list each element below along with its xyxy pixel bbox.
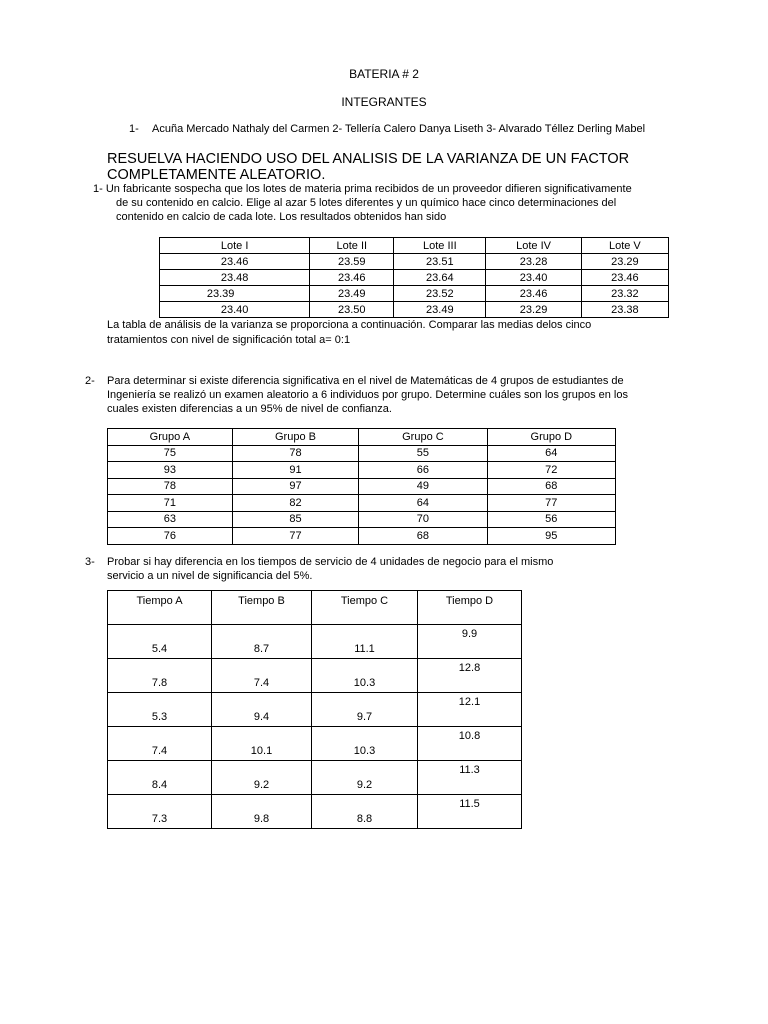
- table-cell: 68: [487, 478, 615, 495]
- table-cell: 8.8: [312, 795, 418, 829]
- table-cell: 23.28: [486, 254, 581, 270]
- problem2-line-3: cuales existen diferencias a un 95% de nivel de confianza.: [107, 403, 392, 415]
- table-cell: 64: [487, 445, 615, 462]
- column-header: Lote V: [581, 238, 668, 254]
- column-header: Grupo D: [487, 429, 615, 446]
- members-number: 1-: [129, 123, 139, 135]
- table-cell: 7.4: [108, 727, 212, 761]
- table-cell: 55: [359, 445, 487, 462]
- table-header-row: [160, 238, 669, 254]
- table-cell: 78: [108, 478, 233, 495]
- column-header: Tiempo A: [108, 591, 212, 625]
- table-cell: 23.38: [581, 302, 668, 318]
- table-cell: 7.4: [212, 659, 312, 693]
- column-header: Lote IV: [486, 238, 581, 254]
- table-cell: 23.32: [581, 286, 668, 302]
- table-cell: 23.29: [486, 302, 581, 318]
- table-cell: 23.50: [310, 302, 394, 318]
- table-cell: 23.48: [160, 270, 310, 286]
- problem2-number: 2-: [85, 375, 95, 387]
- table-header-row: [108, 429, 616, 446]
- table-cell: 23.39: [160, 286, 310, 302]
- table-cell: 23.46: [581, 270, 668, 286]
- table-row: [108, 528, 616, 545]
- table-cell: 23.40: [486, 270, 581, 286]
- table-cell: 11.3: [418, 761, 522, 795]
- problem1-after-line-2: tratamientos con nivel de significación total a= 0:1: [107, 334, 351, 346]
- table-cell: 97: [232, 478, 359, 495]
- problem1-after-line-1: La tabla de análisis de la varianza se proporciona a continuación. Comparar las medias delos cinco: [107, 319, 592, 331]
- table-row: [108, 795, 522, 829]
- table-cell: 49: [359, 478, 487, 495]
- table-cell: 56: [487, 511, 615, 528]
- column-header: Lote II: [310, 238, 394, 254]
- table-cell: 9.4: [212, 693, 312, 727]
- table-cell: 66: [359, 462, 487, 479]
- service-times-table: [107, 590, 522, 829]
- table-row: [108, 625, 522, 659]
- table-cell: 91: [232, 462, 359, 479]
- table-cell: 95: [487, 528, 615, 545]
- table-cell: 23.59: [310, 254, 394, 270]
- table-cell: 8.4: [108, 761, 212, 795]
- problem3-number: 3-: [85, 556, 95, 568]
- instructions-line-1: RESUELVA HACIENDO USO DEL ANALISIS DE LA VARIANZA DE UN FACTOR: [107, 151, 630, 167]
- problem3-line-1: Probar si hay diferencia en los tiempos de servicio de 4 unidades de negocio para el mismo: [107, 556, 554, 568]
- table-row: [108, 445, 616, 462]
- table-cell: 12.1: [418, 693, 522, 727]
- table-cell: 9.7: [312, 693, 418, 727]
- table-cell: 72: [487, 462, 615, 479]
- problem3-line-2: servicio a un nivel de significancia del 5%.: [107, 570, 313, 582]
- table-cell: 23.52: [394, 286, 486, 302]
- table-cell: 7.3: [108, 795, 212, 829]
- calcium-lots-table: [159, 237, 669, 318]
- table-cell: 77: [487, 495, 615, 512]
- table-header-row: [108, 591, 522, 625]
- table-row: [108, 659, 522, 693]
- table-cell: 9.2: [212, 761, 312, 795]
- table-row: [108, 727, 522, 761]
- members-list: Acuña Mercado Nathaly del Carmen 2- Tellería Calero Danya Liseth 3- Alvarado Téllez Derling Mabel: [152, 123, 646, 135]
- column-header: Lote III: [394, 238, 486, 254]
- column-header: Grupo C: [359, 429, 487, 446]
- table-row: [160, 254, 669, 270]
- table-cell: 9.8: [212, 795, 312, 829]
- table-cell: 70: [359, 511, 487, 528]
- table-row: [108, 478, 616, 495]
- table-cell: 10.1: [212, 727, 312, 761]
- math-groups-table: [107, 428, 616, 545]
- table-cell: 9.2: [312, 761, 418, 795]
- table-cell: 23.49: [394, 302, 486, 318]
- table-cell: 10.3: [312, 727, 418, 761]
- table-row: [108, 761, 522, 795]
- table-cell: 64: [359, 495, 487, 512]
- table-cell: 82: [232, 495, 359, 512]
- table-cell: 68: [359, 528, 487, 545]
- table-row: [160, 302, 669, 318]
- problem2-line-1: Para determinar si existe diferencia significativa en el nivel de Matemáticas de 4 grupos de estudiantes de: [107, 375, 624, 387]
- column-header: Tiempo D: [418, 591, 522, 625]
- table-row: [108, 495, 616, 512]
- table-cell: 11.5: [418, 795, 522, 829]
- table-cell: 11.1: [312, 625, 418, 659]
- column-header: Lote I: [160, 238, 310, 254]
- column-header: Tiempo C: [312, 591, 418, 625]
- problem1-line-2: de su contenido en calcio. Elige al azar 5 lotes diferentes y un químico hace cinco determinaciones del: [116, 197, 617, 209]
- table-cell: 85: [232, 511, 359, 528]
- table-row: [108, 511, 616, 528]
- document-title: BATERIA # 2: [349, 67, 419, 81]
- table-cell: 23.40: [160, 302, 310, 318]
- table-cell: 23.46: [160, 254, 310, 270]
- table-cell: 75: [108, 445, 233, 462]
- table-cell: 10.3: [312, 659, 418, 693]
- table-cell: 78: [232, 445, 359, 462]
- table-cell: 5.4: [108, 625, 212, 659]
- table-cell: 23.46: [486, 286, 581, 302]
- table-cell: 93: [108, 462, 233, 479]
- table-row: [108, 693, 522, 727]
- table-cell: 10.8: [418, 727, 522, 761]
- column-header: Tiempo B: [212, 591, 312, 625]
- instructions-line-2: COMPLETAMENTE ALEATORIO.: [107, 167, 326, 183]
- table-cell: 77: [232, 528, 359, 545]
- problem1-line-1: 1- Un fabricante sospecha que los lotes de materia prima recibidos de un proveedor difieren significativamente: [93, 183, 632, 195]
- problem2-line-2: Ingeniería se realizó un examen aleatorio a 6 individuos por grupo. Determine cuáles son los grupos en los: [107, 389, 628, 401]
- column-header: Grupo B: [232, 429, 359, 446]
- table-cell: 63: [108, 511, 233, 528]
- table-cell: 23.51: [394, 254, 486, 270]
- column-header: Grupo A: [108, 429, 233, 446]
- table-row: [160, 286, 669, 302]
- table-row: [160, 270, 669, 286]
- table-cell: 8.7: [212, 625, 312, 659]
- table-cell: 23.49: [310, 286, 394, 302]
- problem1-line-3: contenido en calcio de cada lote. Los resultados obtenidos han sido: [116, 211, 447, 223]
- table-cell: 12.8: [418, 659, 522, 693]
- table-cell: 9.9: [418, 625, 522, 659]
- table-cell: 23.29: [581, 254, 668, 270]
- table-cell: 23.64: [394, 270, 486, 286]
- table-cell: 7.8: [108, 659, 212, 693]
- table-cell: 23.46: [310, 270, 394, 286]
- table-row: [108, 462, 616, 479]
- table-cell: 5.3: [108, 693, 212, 727]
- table-cell: 76: [108, 528, 233, 545]
- integrantes-heading: INTEGRANTES: [341, 95, 427, 109]
- table-cell: 71: [108, 495, 233, 512]
